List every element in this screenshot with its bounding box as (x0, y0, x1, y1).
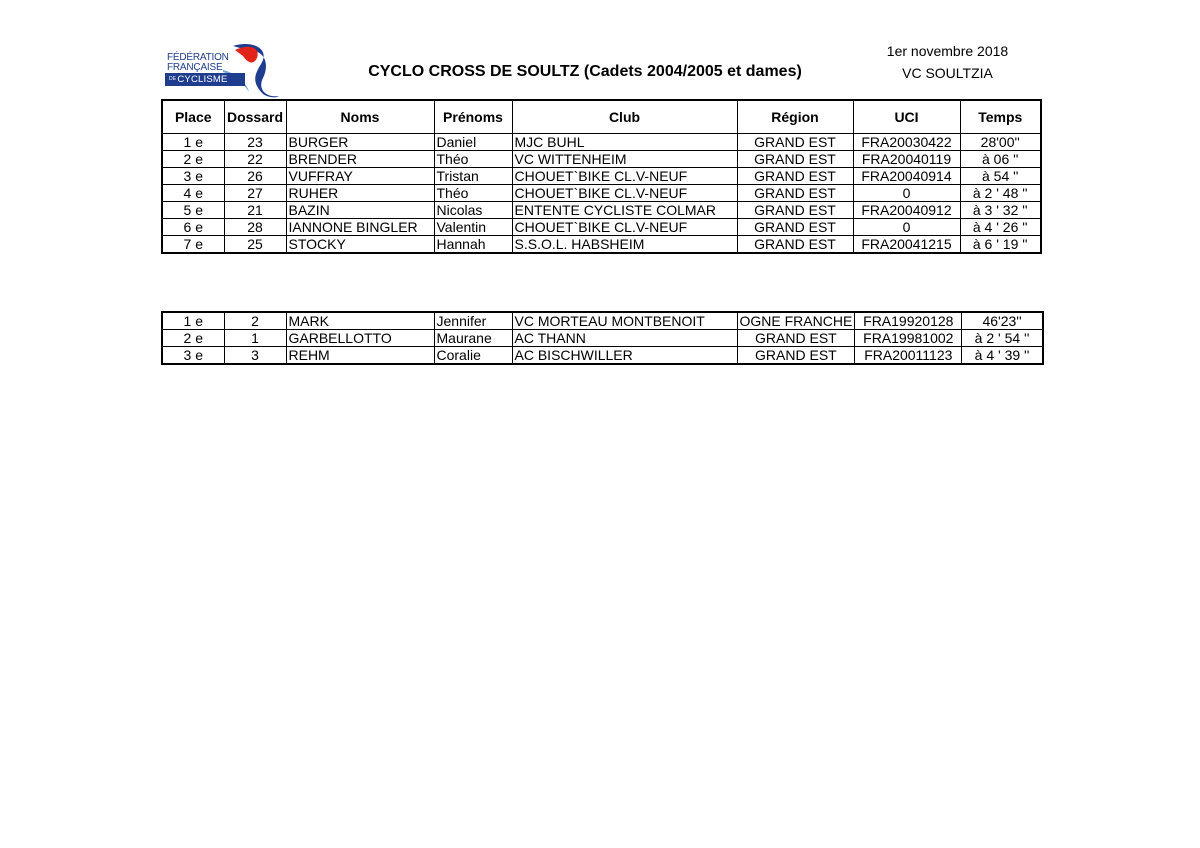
cell-nom: BAZIN (286, 202, 434, 219)
event-date: 1er novembre 2018 (886, 43, 1009, 59)
col-header-place: Place (162, 100, 224, 134)
cell-temps: à 4 ' 39 '' (962, 347, 1043, 365)
cell-dossard: 25 (224, 236, 286, 254)
table-row (162, 236, 1041, 254)
cell-region: GRAND EST (737, 202, 853, 219)
cell-dossard: 1 (224, 330, 286, 347)
cell-prenom: Tristan (434, 168, 512, 185)
cell-region: GRAND EST (737, 330, 855, 347)
cell-club: VC WITTENHEIM (512, 151, 737, 168)
cell-temps: à 06 '' (960, 151, 1041, 168)
cell-dossard: 28 (224, 219, 286, 236)
dames-results-table (161, 311, 1044, 365)
cell-temps: 46'23'' (962, 312, 1043, 330)
cell-nom: BURGER (286, 134, 434, 151)
cell-temps: à 3 ' 32 '' (960, 202, 1041, 219)
cell-dossard: 21 (224, 202, 286, 219)
cell-region: GRAND EST (737, 185, 853, 202)
logo-line-1: FÉDÉRATION (167, 52, 229, 63)
cell-prenom: Théo (434, 151, 512, 168)
cell-prenom: Coralie (434, 347, 512, 365)
cell-prenom: Hannah (434, 236, 512, 254)
cell-region: GRAND EST (737, 168, 853, 185)
cell-region: GRAND EST (737, 219, 853, 236)
cell-nom: REHM (286, 347, 434, 365)
table-row (162, 134, 1041, 151)
cell-region: OGNE FRANCHE (737, 312, 855, 330)
col-header-temps: Temps (960, 100, 1041, 134)
table-row (162, 185, 1041, 202)
cell-club: CHOUET`BIKE CL.V-NEUF (512, 185, 737, 202)
cell-region: GRAND EST (737, 151, 853, 168)
col-header-region: Région (737, 100, 853, 134)
cell-nom: GARBELLOTTO (286, 330, 434, 347)
cell-prenom: Valentin (434, 219, 512, 236)
logo-banner (165, 73, 245, 86)
cell-club: ENTENTE CYCLISTE COLMAR (512, 202, 737, 219)
cell-prenom: Théo (434, 185, 512, 202)
table-row (162, 168, 1041, 185)
cell-nom: VUFFRAY (286, 168, 434, 185)
cell-prenom: Jennifer (434, 312, 512, 330)
col-header-noms: Noms (286, 100, 434, 134)
cell-place: 1 e (162, 134, 224, 151)
col-header-uci: UCI (853, 100, 960, 134)
cell-uci: 0 (853, 185, 960, 202)
cell-temps: à 6 ' 19 '' (960, 236, 1041, 254)
cell-dossard: 3 (224, 347, 286, 365)
cell-nom: IANNONE BINGLER (286, 219, 434, 236)
cell-nom: MARK (286, 312, 434, 330)
cell-club: VC MORTEAU MONTBENOIT (512, 312, 737, 330)
cell-dossard: 2 (224, 312, 286, 330)
cell-prenom: Daniel (434, 134, 512, 151)
cell-club: CHOUET`BIKE CL.V-NEUF (512, 168, 737, 185)
cell-prenom: Nicolas (434, 202, 512, 219)
col-header-dossard: Dossard (224, 100, 286, 134)
cell-nom: STOCKY (286, 236, 434, 254)
cell-temps: à 4 ' 26 '' (960, 219, 1041, 236)
cell-place: 1 e (162, 312, 224, 330)
cell-prenom: Maurane (434, 330, 512, 347)
cell-temps: à 54 '' (960, 168, 1041, 185)
cell-place: 6 e (162, 219, 224, 236)
cell-uci: FRA20041215 (853, 236, 960, 254)
cell-region: GRAND EST (737, 236, 853, 254)
table-row (162, 151, 1041, 168)
cell-place: 7 e (162, 236, 224, 254)
table-row (162, 202, 1041, 219)
cell-uci: FRA20011123 (855, 347, 962, 365)
cell-uci: 0 (853, 219, 960, 236)
cell-dossard: 27 (224, 185, 286, 202)
col-header-club: Club (512, 100, 737, 134)
cell-temps: 28'00'' (960, 134, 1041, 151)
cell-dossard: 22 (224, 151, 286, 168)
cell-place: 3 e (162, 168, 224, 185)
cell-place: 2 e (162, 151, 224, 168)
cell-uci: FRA20040119 (853, 151, 960, 168)
cell-club: AC THANN (512, 330, 737, 347)
cell-place: 3 e (162, 347, 224, 365)
cell-club: AC BISCHWILLER (512, 347, 737, 365)
table-row (162, 312, 1043, 330)
cell-place: 4 e (162, 185, 224, 202)
cell-nom: BRENDER (286, 151, 434, 168)
cell-club: S.S.O.L. HABSHEIM (512, 236, 737, 254)
cell-nom: RUHER (286, 185, 434, 202)
cell-dossard: 23 (224, 134, 286, 151)
cell-region: GRAND EST (737, 134, 853, 151)
cell-uci: FRA20030422 (853, 134, 960, 151)
table-row (162, 330, 1043, 347)
table-header-row (162, 100, 1041, 134)
table-row (162, 219, 1041, 236)
cell-dossard: 26 (224, 168, 286, 185)
cadets-results-table (161, 99, 1042, 254)
logo-line-2: FRANÇAISE (167, 62, 223, 73)
cell-uci: FRA20040912 (853, 202, 960, 219)
cell-uci: FRA19920128 (855, 312, 962, 330)
cell-club: CHOUET`BIKE CL.V-NEUF (512, 219, 737, 236)
cell-temps: à 2 ' 48 '' (960, 185, 1041, 202)
cell-region: GRAND EST (737, 347, 855, 365)
cell-place: 5 e (162, 202, 224, 219)
page-title: CYCLO CROSS DE SOULTZ (Cadets 2004/2005 et dames) (368, 63, 802, 80)
table-row (162, 347, 1043, 365)
cell-club: MJC BUHL (512, 134, 737, 151)
cell-temps: à 2 ' 54 '' (962, 330, 1043, 347)
cell-place: 2 e (162, 330, 224, 347)
cell-uci: FRA19981002 (855, 330, 962, 347)
cell-uci: FRA20040914 (853, 168, 960, 185)
logo-line-3: $^{DE}$CYCLISME (169, 74, 228, 85)
organizer-club: VC SOULTZIA (902, 65, 993, 81)
col-header-prenoms: Prénoms (434, 100, 512, 134)
